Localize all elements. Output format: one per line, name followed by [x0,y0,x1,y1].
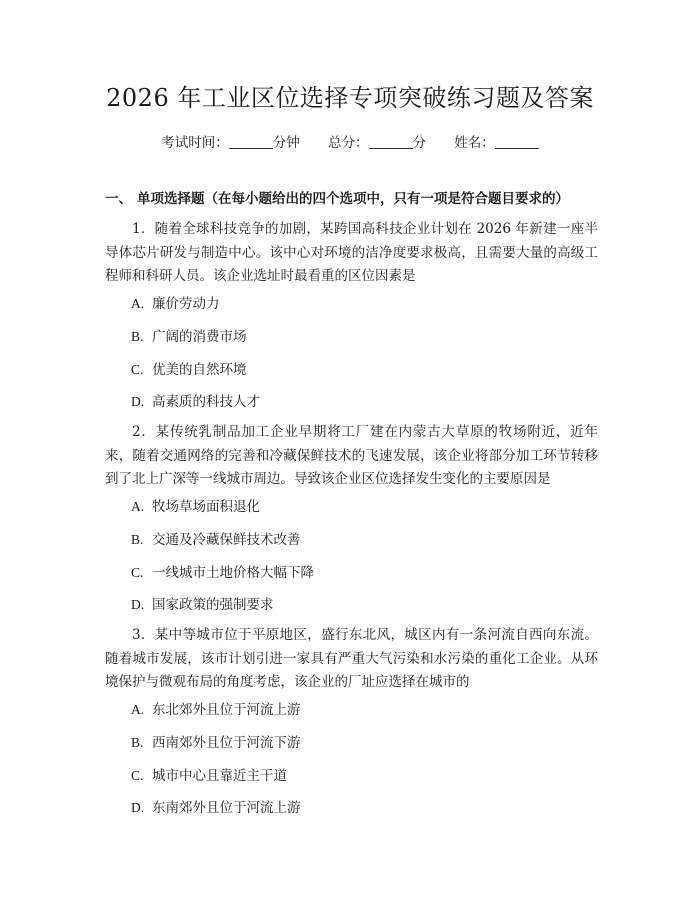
question-2-option-d [131,595,274,615]
question-1-option-b [131,327,247,347]
option-letter: C. [131,768,144,783]
section-title: 单项选择题（在每小题给出的四个选项中，只有一项是符合题目要求的） [137,191,569,207]
question-3-stem: 3．某中等城市位于平原地区，盛行东北风，城区内有一条河流自西向东流。随着城市发展，该市计划引进一家具有严重大气污染和水污染的重化工企业。从环境保护与微观布局的角度考虑，该企业的厂址应选择在城市的 [105,627,598,690]
question-1-option-a [131,294,220,314]
option-letter: B. [131,735,144,750]
student-name-label: 姓名： [454,135,495,151]
option-letter: C. [131,362,144,377]
question-3-option-c [131,766,287,786]
option-letter: B. [131,329,144,344]
question-2-option-a [131,497,260,517]
question-3-option-d [131,798,301,818]
option-letter: C. [131,565,144,580]
exam-time-unit: 分钟 [272,135,300,151]
total-score-blank [369,134,413,149]
option-text: 牧场草场面积退化 [152,499,260,515]
question-1-option-c [131,360,247,380]
total-score-field [328,133,426,153]
option-text: 交通及冷藏保鲜技术改善 [152,532,301,548]
document-title: 2026 年工业区位选择专项突破练习题及答案 [106,84,594,112]
option-text: 东南郊外且位于河流上游 [152,800,301,816]
option-text: 西南郊外且位于河流下游 [152,735,301,751]
exam-info-line [0,133,700,153]
option-text: 一线城市土地价格大幅下降 [152,565,314,581]
question-3-option-a [131,700,301,720]
option-letter: A. [131,702,145,717]
question-1-stem: 1．随着全球科技竞争的加剧，某跨国高科技企业计划在 2026 年新建一座半导体芯片研发与制造中心。该中心对环境的洁净度要求极高，且需要大量的高级工程师和科研人员。该企业选址时最看重的区位因素是 [105,221,598,284]
exam-time-label: 考试时间： [161,135,229,151]
question-2-option-b [131,530,301,550]
option-letter: D. [131,394,145,409]
section-number: 一、 [105,191,132,207]
option-text: 廉价劳动力 [152,296,220,312]
option-text: 优美的自然环境 [152,362,247,378]
total-score-label: 总分： [328,135,369,151]
question-3-option-b [131,733,301,753]
option-letter: A. [131,499,145,514]
option-letter: D. [131,800,145,815]
question-1-option-d [131,392,260,412]
option-text: 城市中心且靠近主干道 [152,768,287,784]
section-heading [105,189,625,209]
option-letter: D. [131,597,145,612]
question-2-stem: 2．某传统乳制品加工企业早期将工厂建在内蒙古大草原的牧场附近，近年来，随着交通网络的完善和冷藏保鲜技术的飞速发展，该企业将部分加工环节转移到了北上广深等一线城市周边。导致该企业区位选择发生变化的主要原因是 [105,424,598,487]
question-2-option-c [131,563,314,583]
option-letter: B. [131,532,144,547]
option-text: 广阔的消费市场 [152,329,247,345]
total-score-unit: 分 [412,135,426,151]
exam-time-field [161,133,300,153]
option-letter: A. [131,296,145,311]
option-text: 高素质的科技人才 [152,394,260,410]
student-name-blank [495,134,539,149]
exam-time-blank [229,134,273,149]
option-text: 东北郊外且位于河流上游 [152,702,301,718]
student-name-field [454,133,539,153]
option-text: 国家政策的强制要求 [152,597,274,613]
